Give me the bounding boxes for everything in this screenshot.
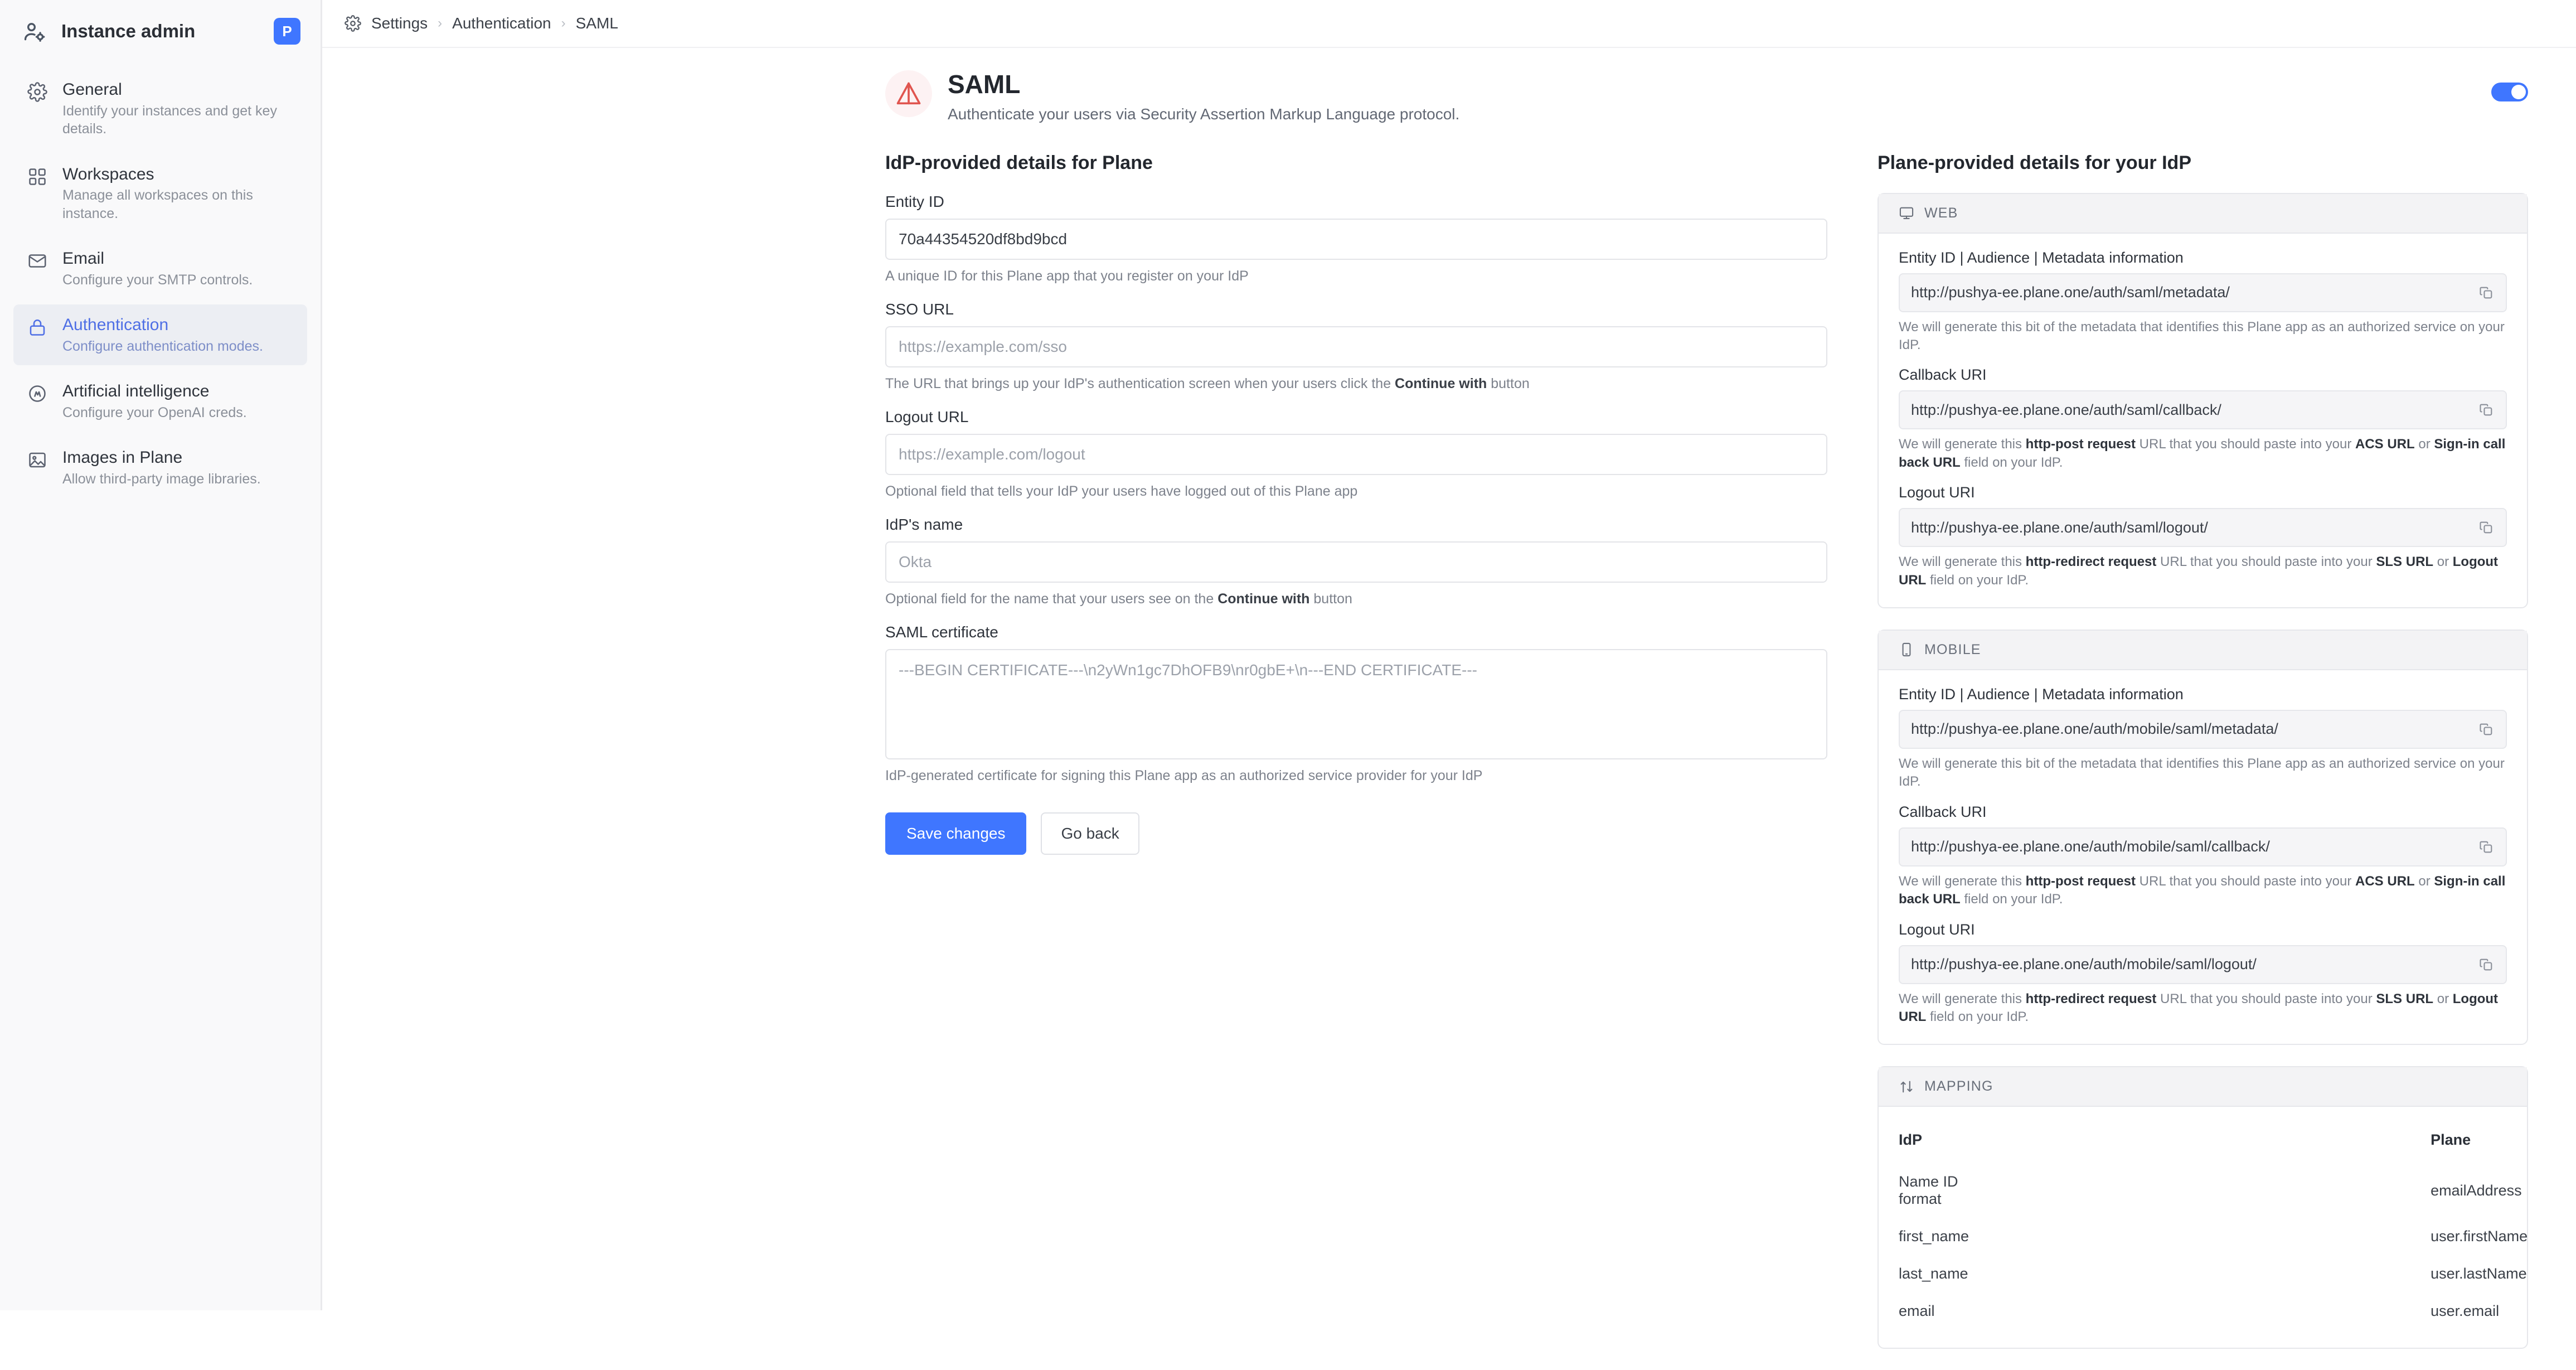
- idp-name-input[interactable]: Okta: [885, 541, 1827, 583]
- card-header: [1879, 631, 2527, 670]
- hint-part: We will generate this: [1899, 554, 2026, 570]
- card-mapping: [1878, 1066, 2528, 1349]
- cell-plane: emailAddress: [2431, 1182, 2522, 1199]
- sidebar-item-desc: Identify your instances and get key details.: [62, 103, 277, 137]
- section-title-plane: Plane-provided details for your IdP: [1878, 152, 2191, 173]
- hint-part: We will generate this: [1899, 991, 2026, 1006]
- main-area: [322, 0, 2576, 1320]
- hint-part: http-redirect request: [2025, 991, 2157, 1006]
- entity-id-input[interactable]: 70a44354520df8bd9bcd: [885, 219, 1827, 260]
- table-row: [1899, 1292, 2528, 1330]
- hint-part: field on your IdP.: [1926, 1009, 2029, 1024]
- cell-idp: last_name: [1899, 1265, 1968, 1282]
- card-web: [1878, 193, 2528, 608]
- sidebar-item-workspaces[interactable]: [13, 154, 307, 233]
- monitor-icon: [1899, 205, 1914, 221]
- field-label: Entity ID | Audience | Metadata information: [1899, 685, 2184, 703]
- hint-part: ACS URL: [2355, 873, 2415, 889]
- idp-provided-section: [885, 152, 1827, 1370]
- field-hint: [885, 374, 1827, 394]
- hint-part: URL that you should paste into your: [2156, 554, 2376, 570]
- cell-idp: Name ID format: [1899, 1173, 1958, 1208]
- sidebar-item-label: Artificial intelligence: [62, 382, 210, 400]
- hint-part: SLS URL: [2376, 991, 2434, 1006]
- field-sso-url: [885, 301, 1827, 394]
- sidebar: [0, 0, 322, 1310]
- hint-part: field on your IdP.: [1926, 572, 2029, 588]
- hint-part: field on your IdP.: [1960, 454, 2063, 470]
- hint-part: or: [2433, 991, 2453, 1006]
- sidebar-item-desc: Allow third-party image libraries.: [62, 471, 261, 487]
- form-actions: [885, 812, 1827, 855]
- value-text: http://pushya-ee.plane.one/auth/mobile/saml/logout/: [1911, 956, 2257, 972]
- copy-icon[interactable]: [2476, 282, 2497, 303]
- grid-icon: [26, 165, 49, 188]
- copy-icon[interactable]: [2476, 954, 2497, 975]
- card-body: [1879, 234, 2527, 607]
- value-text: http://pushya-ee.plane.one/auth/saml/callback/: [1911, 401, 2221, 418]
- hint-part: URL that you should paste into your: [2136, 437, 2356, 452]
- value-text: http://pushya-ee.plane.one/auth/mobile/saml/callback/: [1911, 838, 2270, 855]
- mobile-icon: [1899, 642, 1914, 657]
- sidebar-item-images-in-plane[interactable]: [13, 437, 307, 498]
- field-label: Logout URI: [1899, 484, 1975, 501]
- field-label: SAML certificate: [885, 623, 998, 641]
- sidebar-item-email[interactable]: [13, 238, 307, 299]
- field-label: Callback URI: [1899, 803, 1987, 820]
- value-text: http://pushya-ee.plane.one/auth/saml/metadata/: [1911, 284, 2230, 301]
- save-changes-button[interactable]: Save changes: [885, 812, 1026, 855]
- hint-part: Sign-in call back URL: [1899, 437, 2506, 470]
- hint-part: Sign-in call back URL: [1899, 873, 2506, 907]
- hint-post: button: [1487, 375, 1530, 391]
- sidebar-item-label: Workspaces: [62, 164, 154, 183]
- section-title-idp: IdP-provided details for Plane: [885, 152, 1153, 173]
- field-hint: We will generate this bit of the metadata that identifies this Plane app as an authorized service on your IdP.: [1899, 319, 2505, 352]
- sso-url-input[interactable]: https://example.com/sso: [885, 326, 1827, 367]
- card-title: MOBILE: [1924, 641, 1981, 657]
- field-saml-certificate: [885, 623, 1827, 786]
- field-logout-url: [885, 408, 1827, 501]
- hint-part: or: [2414, 437, 2434, 452]
- sidebar-item-general[interactable]: [13, 69, 307, 148]
- chevron-right-icon: ›: [438, 16, 443, 31]
- field-label: Logout URI: [1899, 921, 1975, 938]
- sidebar-title: Instance admin: [61, 21, 196, 41]
- breadcrumb-item-settings[interactable]: Settings: [371, 14, 428, 32]
- mobile-callback-uri-field: [1899, 803, 2507, 909]
- web-entity-id-field: [1899, 249, 2507, 355]
- field-hint: Optional field that tells your IdP your users have logged out of this Plane app: [885, 483, 1358, 499]
- page-header: [322, 48, 2576, 123]
- field-label: Entity ID: [885, 192, 944, 210]
- readonly-value[interactable]: [1899, 390, 2507, 429]
- hint-part: We will generate this: [1899, 437, 2026, 452]
- readonly-value[interactable]: [1899, 508, 2507, 547]
- mapping-icon: [1899, 1079, 1914, 1095]
- hint-part: http-post request: [2025, 437, 2136, 452]
- field-label: Callback URI: [1899, 366, 1987, 384]
- breadcrumb-item-saml[interactable]: SAML: [575, 14, 618, 32]
- content-scroll: [322, 48, 2576, 1370]
- copy-icon[interactable]: [2476, 836, 2497, 858]
- hint-bold: Continue with: [1217, 590, 1310, 607]
- readonly-value[interactable]: [1899, 827, 2507, 866]
- cell-plane: user.email: [2431, 1303, 2500, 1320]
- hint-bold: Continue with: [1395, 375, 1487, 391]
- field-entity-id: [885, 193, 1827, 286]
- mapping-table: [1899, 1122, 2528, 1330]
- field-hint: IdP-generated certificate for signing this Plane app as an authorized service provider for your IdP: [885, 767, 1483, 783]
- hint-part: field on your IdP.: [1960, 892, 2063, 907]
- readonly-value[interactable]: [1899, 273, 2507, 312]
- table-row: [1899, 1218, 2528, 1255]
- card-header: [1879, 194, 2527, 234]
- hint-pre: Optional field for the name that your users see on the: [885, 590, 1218, 607]
- plane-provided-section: [1878, 152, 2528, 1370]
- mail-icon: [26, 249, 49, 273]
- hint-part: http-post request: [2025, 873, 2136, 889]
- hint-part: SLS URL: [2376, 554, 2434, 570]
- mobile-entity-id-field: [1899, 686, 2507, 791]
- table-row: [1899, 1255, 2528, 1292]
- chevron-right-icon: ›: [561, 16, 566, 31]
- copy-icon[interactable]: [2476, 719, 2497, 740]
- web-callback-uri-field: [1899, 366, 2507, 472]
- sidebar-item-label: Email: [62, 249, 105, 268]
- user-cog-icon: [20, 17, 49, 46]
- page-subtitle: Authenticate your users via Security Assertion Markup Language protocol.: [948, 105, 1460, 123]
- hint-pre: The URL that brings up your IdP's authentication screen when your users click the: [885, 375, 1395, 391]
- gear-icon: [345, 15, 361, 32]
- hint-part: http-redirect request: [2025, 554, 2157, 570]
- sidebar-item-label: Authentication: [62, 316, 169, 334]
- readonly-value[interactable]: [1899, 945, 2507, 984]
- card-mobile: [1878, 630, 2528, 1045]
- cell-idp: email: [1899, 1303, 1935, 1320]
- table-row: [1899, 1163, 2528, 1218]
- card-header: [1879, 1067, 2527, 1107]
- sidebar-item-desc: Manage all workspaces on this instance.: [62, 187, 253, 221]
- settings-columns: [322, 123, 2576, 1370]
- page-title: SAML: [948, 70, 1021, 99]
- lock-icon: [26, 316, 49, 339]
- web-logout-uri-field: [1899, 484, 2507, 589]
- sidebar-item-authentication[interactable]: [13, 304, 307, 365]
- mobile-logout-uri-field: [1899, 921, 2507, 1027]
- field-label: IdP's name: [885, 515, 963, 533]
- table-header-row: [1899, 1122, 2528, 1163]
- gear-icon: [26, 80, 49, 104]
- sidebar-item-label: Images in Plane: [62, 448, 183, 467]
- field-label: SSO URL: [885, 300, 954, 318]
- card-title: WEB: [1924, 205, 1958, 221]
- copy-icon[interactable]: [2476, 399, 2497, 420]
- hint-part: URL that you should paste into your: [2136, 873, 2356, 889]
- card-body: [1879, 670, 2527, 1044]
- breadcrumb-item-authentication[interactable]: Authentication: [452, 14, 551, 32]
- hint-part: Logout URL: [1899, 554, 2499, 588]
- field-label: Entity ID | Audience | Metadata information: [1899, 249, 2184, 266]
- card-title: MAPPING: [1924, 1078, 1993, 1095]
- hint-part: ACS URL: [2355, 437, 2415, 452]
- value-text: http://pushya-ee.plane.one/auth/saml/logout/: [1911, 519, 2208, 536]
- field-idp-name: [885, 516, 1827, 609]
- field-hint: [885, 589, 1827, 609]
- sidebar-item-artificial-intelligence[interactable]: [13, 371, 307, 432]
- logout-url-input[interactable]: https://example.com/logout: [885, 434, 1827, 475]
- saml-certificate-textarea[interactable]: ---BEGIN CERTIFICATE---\n2yWn1gc7DhOFB9\nr0gbE+\n---END CERTIFICATE---: [885, 649, 1827, 759]
- sidebar-nav: [0, 60, 321, 498]
- hint-part: URL that you should paste into your: [2156, 991, 2376, 1006]
- go-back-button[interactable]: Go back: [1041, 812, 1139, 855]
- column-header-plane: Plane: [2431, 1131, 2471, 1149]
- hint-part: or: [2414, 873, 2434, 889]
- image-icon: [26, 448, 49, 472]
- field-hint: [1899, 553, 2507, 589]
- field-hint: A unique ID for this Plane app that you register on your IdP: [885, 268, 1249, 284]
- field-hint: We will generate this bit of the metadata that identifies this Plane app as an authorized service on your IdP.: [1899, 756, 2505, 790]
- sidebar-header: [0, 0, 321, 60]
- sidebar-item-label: General: [62, 80, 122, 99]
- cell-plane: user.lastName: [2431, 1265, 2527, 1282]
- hint-part: We will generate this: [1899, 873, 2026, 889]
- field-label: Logout URL: [885, 408, 969, 425]
- cell-plane: user.firstName: [2431, 1228, 2528, 1245]
- sparkle-icon: [26, 382, 49, 405]
- breadcrumb: [322, 0, 2576, 48]
- cell-idp: first_name: [1899, 1228, 1969, 1245]
- field-hint: [1899, 435, 2507, 472]
- hint-part: Logout URL: [1899, 991, 2499, 1024]
- hint-part: or: [2433, 554, 2453, 570]
- field-hint: [1899, 873, 2507, 909]
- field-hint: [1899, 990, 2507, 1027]
- column-header-idp: IdP: [1899, 1131, 1923, 1149]
- saml-enabled-toggle[interactable]: [2491, 83, 2528, 101]
- readonly-value[interactable]: [1899, 710, 2507, 749]
- card-body: [1879, 1107, 2527, 1348]
- sidebar-item-desc: Configure your SMTP controls.: [62, 272, 253, 288]
- sidebar-item-desc: Configure your OpenAI creds.: [62, 404, 247, 420]
- copy-icon[interactable]: [2476, 517, 2497, 538]
- saml-logo-icon: [885, 70, 932, 117]
- avatar[interactable]: P: [274, 18, 300, 45]
- sidebar-item-desc: Configure authentication modes.: [62, 338, 263, 354]
- hint-post: button: [1309, 590, 1352, 607]
- value-text: http://pushya-ee.plane.one/auth/mobile/saml/metadata/: [1911, 720, 2278, 738]
